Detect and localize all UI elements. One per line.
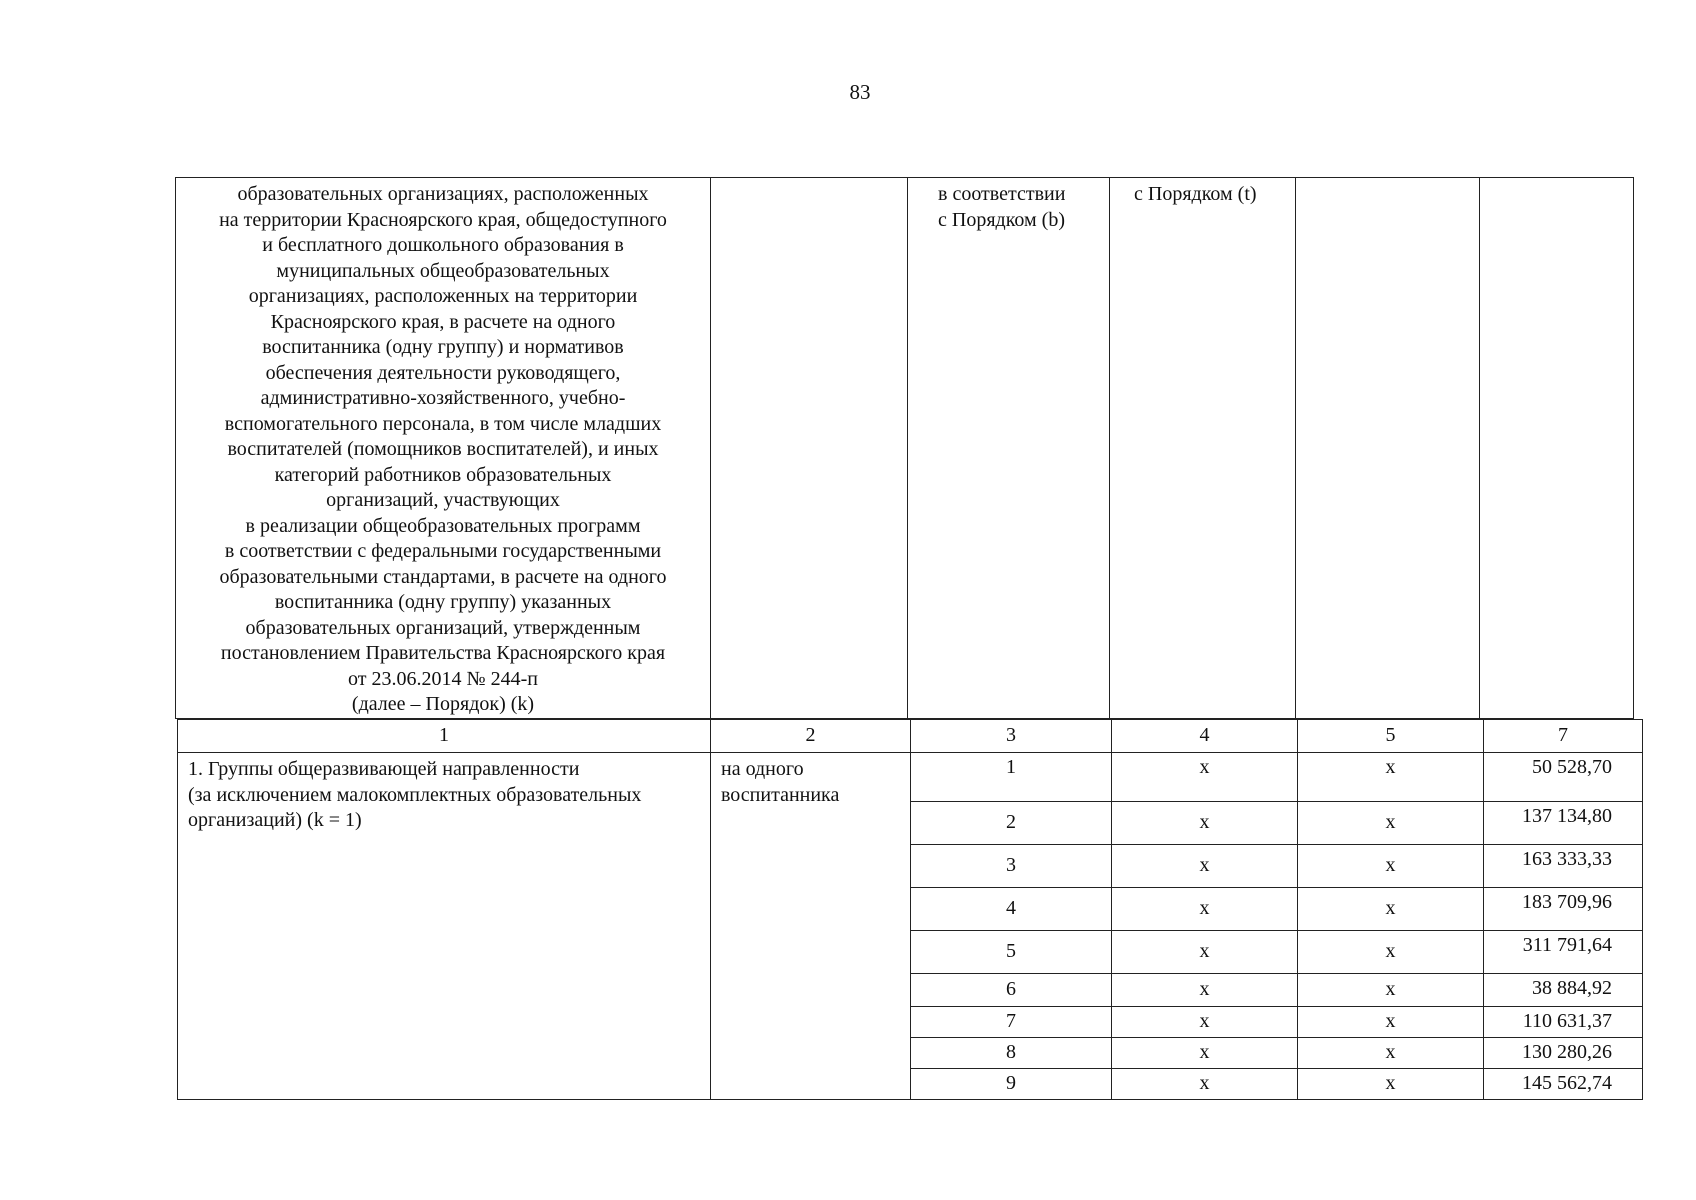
value-cell: 163 333,33 <box>1484 845 1643 888</box>
column-number: 1 <box>178 720 711 753</box>
value-cell: 38 884,92 <box>1484 974 1643 1007</box>
col5-cell: x <box>1298 1038 1484 1069</box>
column-number: 7 <box>1484 720 1643 753</box>
procedure-b-text: в соответствии с Порядком (b) <box>938 183 1066 231</box>
b-cell: 6 <box>911 974 1112 1007</box>
col5-cell: x <box>1298 753 1484 802</box>
group-name-cell <box>178 753 711 1100</box>
t-cell: x <box>1112 974 1298 1007</box>
continuation-col-5 <box>1296 178 1480 719</box>
norms-table <box>177 719 1643 1100</box>
t-cell: x <box>1112 1069 1298 1100</box>
value-cell: 50 528,70 <box>1484 753 1643 802</box>
col5-cell: x <box>1298 974 1484 1007</box>
t-cell: x <box>1112 802 1298 845</box>
col5-cell: x <box>1298 931 1484 974</box>
b-cell: 8 <box>911 1038 1112 1069</box>
t-cell: x <box>1112 931 1298 974</box>
value-cell: 130 280,26 <box>1484 1038 1643 1069</box>
table-row <box>178 753 1643 802</box>
col5-cell: x <box>1298 888 1484 931</box>
b-cell: 3 <box>911 845 1112 888</box>
b-cell: 5 <box>911 931 1112 974</box>
b-cell: 7 <box>911 1007 1112 1038</box>
b-cell: 2 <box>911 802 1112 845</box>
col5-cell: x <box>1298 1007 1484 1038</box>
col5-cell: x <box>1298 845 1484 888</box>
continuation-col-1 <box>176 178 711 719</box>
column-number: 4 <box>1112 720 1298 753</box>
column-number: 5 <box>1298 720 1484 753</box>
continuation-col-2 <box>711 178 908 719</box>
b-cell: 4 <box>911 888 1112 931</box>
group-name: 1. Группы общеразвивающей направленности (за исключением малокомплектных образовательных организаций) (k = 1) <box>188 758 642 831</box>
b-cell: 1 <box>911 753 1112 802</box>
b-cell: 9 <box>911 1069 1112 1100</box>
continuation-table <box>175 177 1634 719</box>
unit-cell <box>711 753 911 1100</box>
col5-cell: x <box>1298 802 1484 845</box>
col5-cell: x <box>1298 1069 1484 1100</box>
column-number: 2 <box>711 720 911 753</box>
procedure-t-text: с Порядком (t) <box>1134 183 1257 205</box>
value-cell: 110 631,37 <box>1484 1007 1643 1038</box>
page-number: 83 <box>849 80 871 104</box>
continuation-col-6 <box>1480 178 1634 719</box>
value-cell: 311 791,64 <box>1484 931 1643 974</box>
continuation-col-4 <box>1110 178 1296 719</box>
column-number: 3 <box>911 720 1112 753</box>
procedure-text: образовательных организациях, расположенных на территории Красноярского края, общедоступного и бесплатного дошкольного образования в муниципальных общеобразовательных организациях, расположенных на территории Красноярского края, в расчете на одного воспитанника (одну группу) и нормативов обеспечения деятельности руководящего, административно-хозяйственного, учебно- вспомогательного персонала, в том числе младших воспитателей (помощников воспитателей), и иных категорий работников образовательных организаций, участвующих в реализации общеобразовательных программ в соответствии с федеральными государственными образовательными стандартами, в расчете на одного воспитанника (одну группу) указанных образовательных организаций, утвержденным постановлением Правительства Красноярского края от 23.06.2014 № 244-п (далее – Порядок) (k) <box>219 183 667 715</box>
t-cell: x <box>1112 1007 1298 1038</box>
column-numbers-row <box>178 720 1643 753</box>
t-cell: x <box>1112 1038 1298 1069</box>
t-cell: x <box>1112 888 1298 931</box>
continuation-col-3 <box>908 178 1110 719</box>
unit-label: на одного воспитанника <box>721 758 840 806</box>
value-cell: 145 562,74 <box>1484 1069 1643 1100</box>
value-cell: 137 134,80 <box>1484 802 1643 845</box>
value-cell: 183 709,96 <box>1484 888 1643 931</box>
t-cell: x <box>1112 753 1298 802</box>
t-cell: x <box>1112 845 1298 888</box>
